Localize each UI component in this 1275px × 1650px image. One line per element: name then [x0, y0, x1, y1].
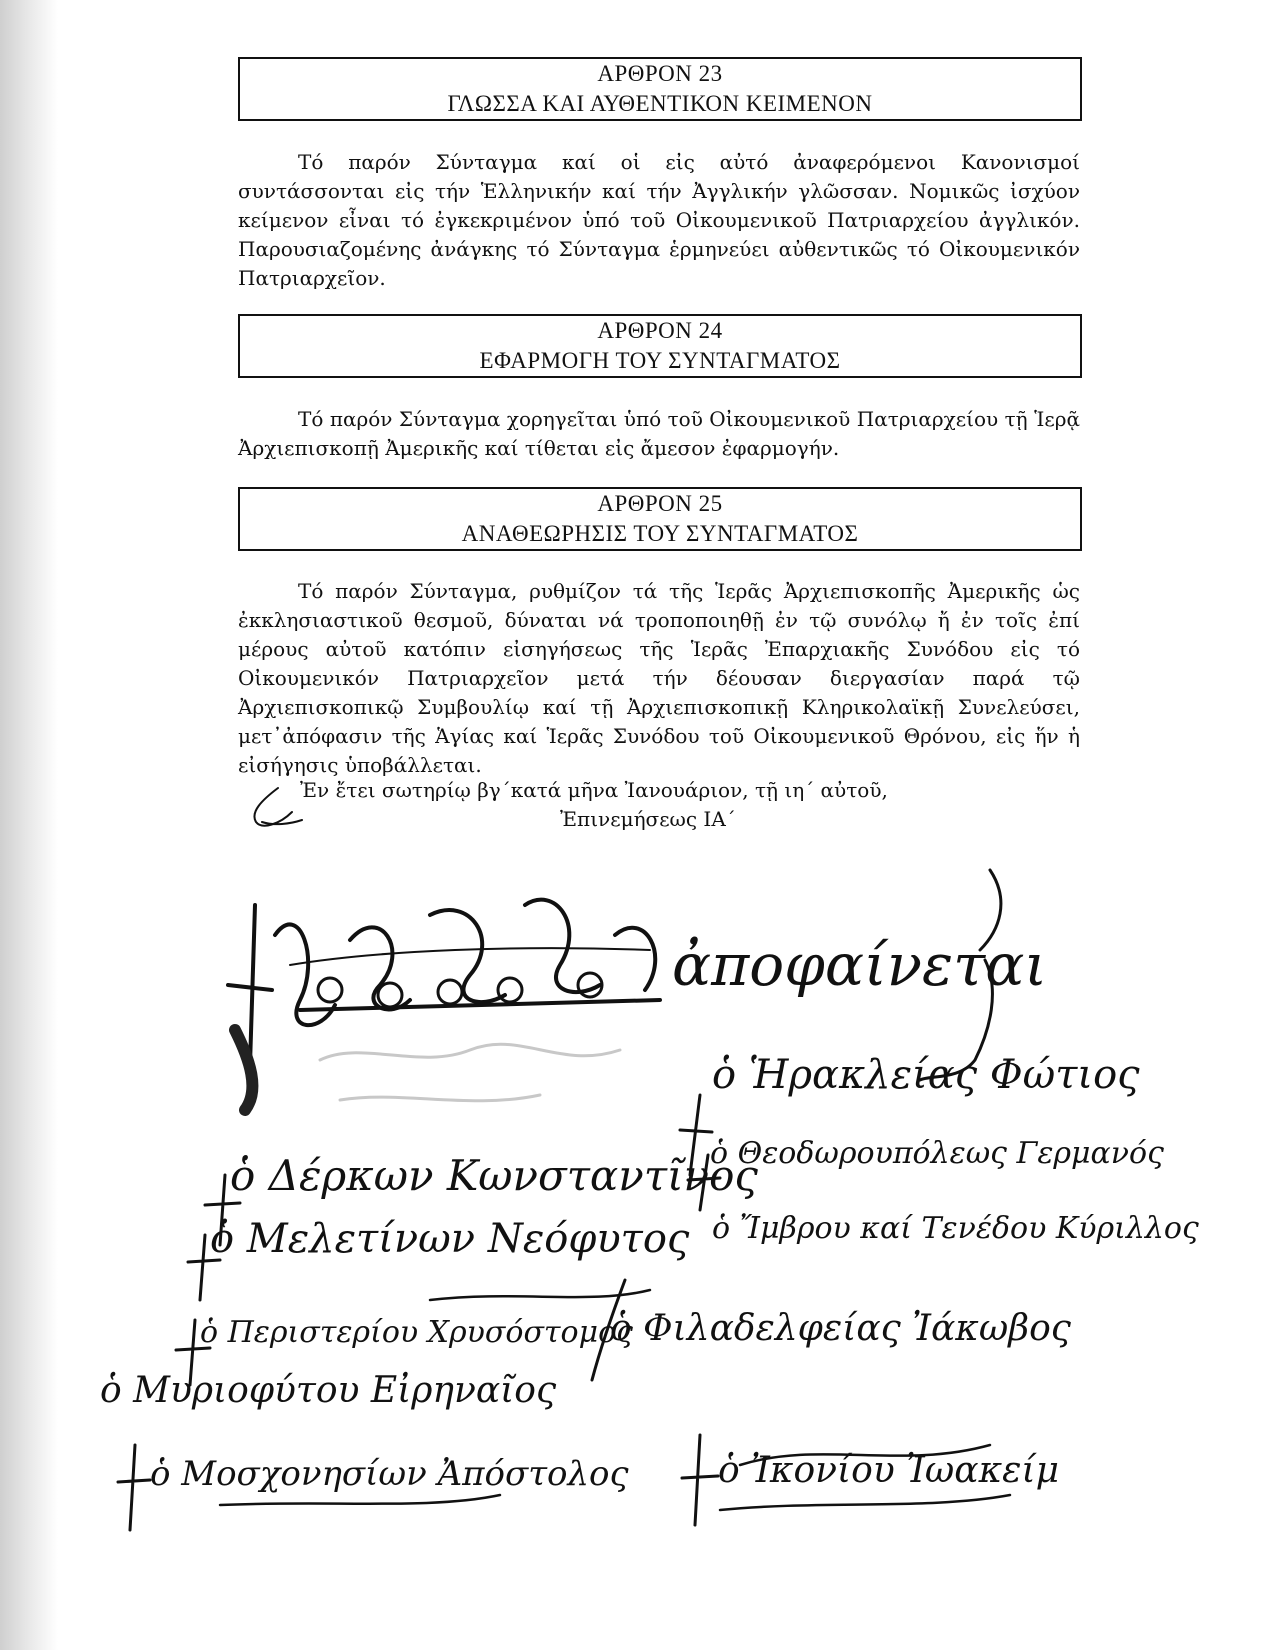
patriarch-monogram	[228, 900, 660, 1110]
article-23-text: Τό παρόν Σύνταγμα καί οἱ εἰς αὐτό ἀναφερόμενοι Κανονισμοί συντάσσονται εἰς τήν Ἑλληνικήν καί τήν Ἀγγλικήν γλῶσσαν. Νομικῶς ἰσχύον κείμενον εἶναι τό ἐγκεκριμένον ὑπό τοῦ Οἰκουμενικοῦ Πατριαρχείου ἀγγλικόν. Παρουσιαζομένης ἀνάγκης τό Σύνταγμα ἑρμηνεύει αὐθεντικῶς τό Οἰκουμενικόν Πατριαρχεῖον.	[238, 150, 1080, 290]
signature-2: ὁ Θεοδωρουπόλεως Γερμανός	[710, 1136, 1164, 1171]
article-25-title: ΑΝΑΘΕΩΡΗΣΙΣ ΤΟΥ ΣΥΝΤΑΓΜΑΤΟΣ	[461, 521, 859, 546]
signature-4: ὁ Ἴμβρου καί Τενέδου Κύριλλος	[712, 1211, 1199, 1246]
article-23-title: ΓΛΩΣΣΑ ΚΑΙ ΑΥΘΕΝΤΙΚΟΝ ΚΕΙΜΕΝΟΝ	[447, 91, 873, 116]
signature-9: ὁ Μοσχονησίων Ἀπόστολος	[150, 1454, 629, 1494]
signature-3: ὁ Δέρκων Κωνσταντῖνος	[230, 1151, 758, 1200]
article-25-number: ΑΡΘΡΟΝ 25	[597, 491, 723, 516]
article-24-title: ΕΦΑΡΜΟΓΗ ΤΟΥ ΣΥΝΤΑΓΜΑΤΟΣ	[479, 348, 841, 373]
article-25-text: Τό παρόν Σύνταγμα, ρυθμίζον τά τῆς Ἱερᾶς Ἀρχιεπισκοπῆς Ἀμερικῆς ὡς ἐκκλησιαστικοῦ θεσμοῦ, δύναται νά τροποποιηθῇ ἐν τῷ συνόλῳ ἤ ἐν τοῖς ἐπί μέρους αὐτοῦ κατόπιν εἰσηγήσεως τῆς Ἱερᾶς Ἐπαρχιακῆς Συνόδου εἰς τό Οἰκουμενικόν Πατριαρχεῖον μετά τήν δέουσαν διεργασίαν παρά τῷ Ἀρχιεπισκοπικῷ Συμβουλίῳ καί τῇ Ἀρχιεπισκοπικῇ Κληρικολαϊκῇ Συνελεύσει, μετ᾽ἀπόφασιν τῆς Ἁγίας καί Ἱερᾶς Συνόδου τοῦ Οἰκουμενικοῦ Θρόνου, εἰς ἥν ἡ εἰσήγησις ὑποβάλλεται.	[238, 579, 1080, 777]
patriarch-signature-word: ἀποφαίνεται	[672, 931, 1048, 999]
signature-6: ὁ Φιλαδελφείας Ἰάκωβος	[610, 1308, 1071, 1349]
signature-7: ὁ Περιστερίου Χρυσόστομος	[200, 1315, 633, 1350]
article-24-text: Τό παρόν Σύνταγμα χορηγεῖται ὑπό τοῦ Οἰκουμενικοῦ Πατριαρχείου τῇ Ἱερᾷ Ἀρχιεπισκοπῇ Ἀμερικῆς καί τίθεται εἰς ἄμεσον ἐφαρμογήν.	[238, 407, 1080, 460]
article-23-number: ΑΡΘΡΟΝ 23	[597, 61, 723, 86]
article-24-number: ΑΡΘΡΟΝ 24	[597, 318, 723, 343]
faded-monogram-trace	[320, 1044, 620, 1101]
signature-10: ὁ Ἰκονίου Ἰωακείμ	[718, 1450, 1060, 1491]
closing-line-2: Ἐπινεμήσεως ΙΑ΄	[560, 807, 736, 831]
signature-8: ὁ Μυριοφύτου Εἰρηναῖος	[100, 1370, 557, 1411]
signature-5: ὁ Μελετίνων Νεόφυτος	[210, 1216, 690, 1262]
closing-line-1: Ἐν ἔτει σωτηρίῳ βγ΄κατά μῆνα Ἰανουάριον, τῇ ιη΄ αὐτοῦ,	[300, 778, 888, 802]
initial-flourish	[254, 788, 302, 826]
signature-1: ὁ Ἡρακλείας Φώτιος	[712, 1052, 1140, 1098]
